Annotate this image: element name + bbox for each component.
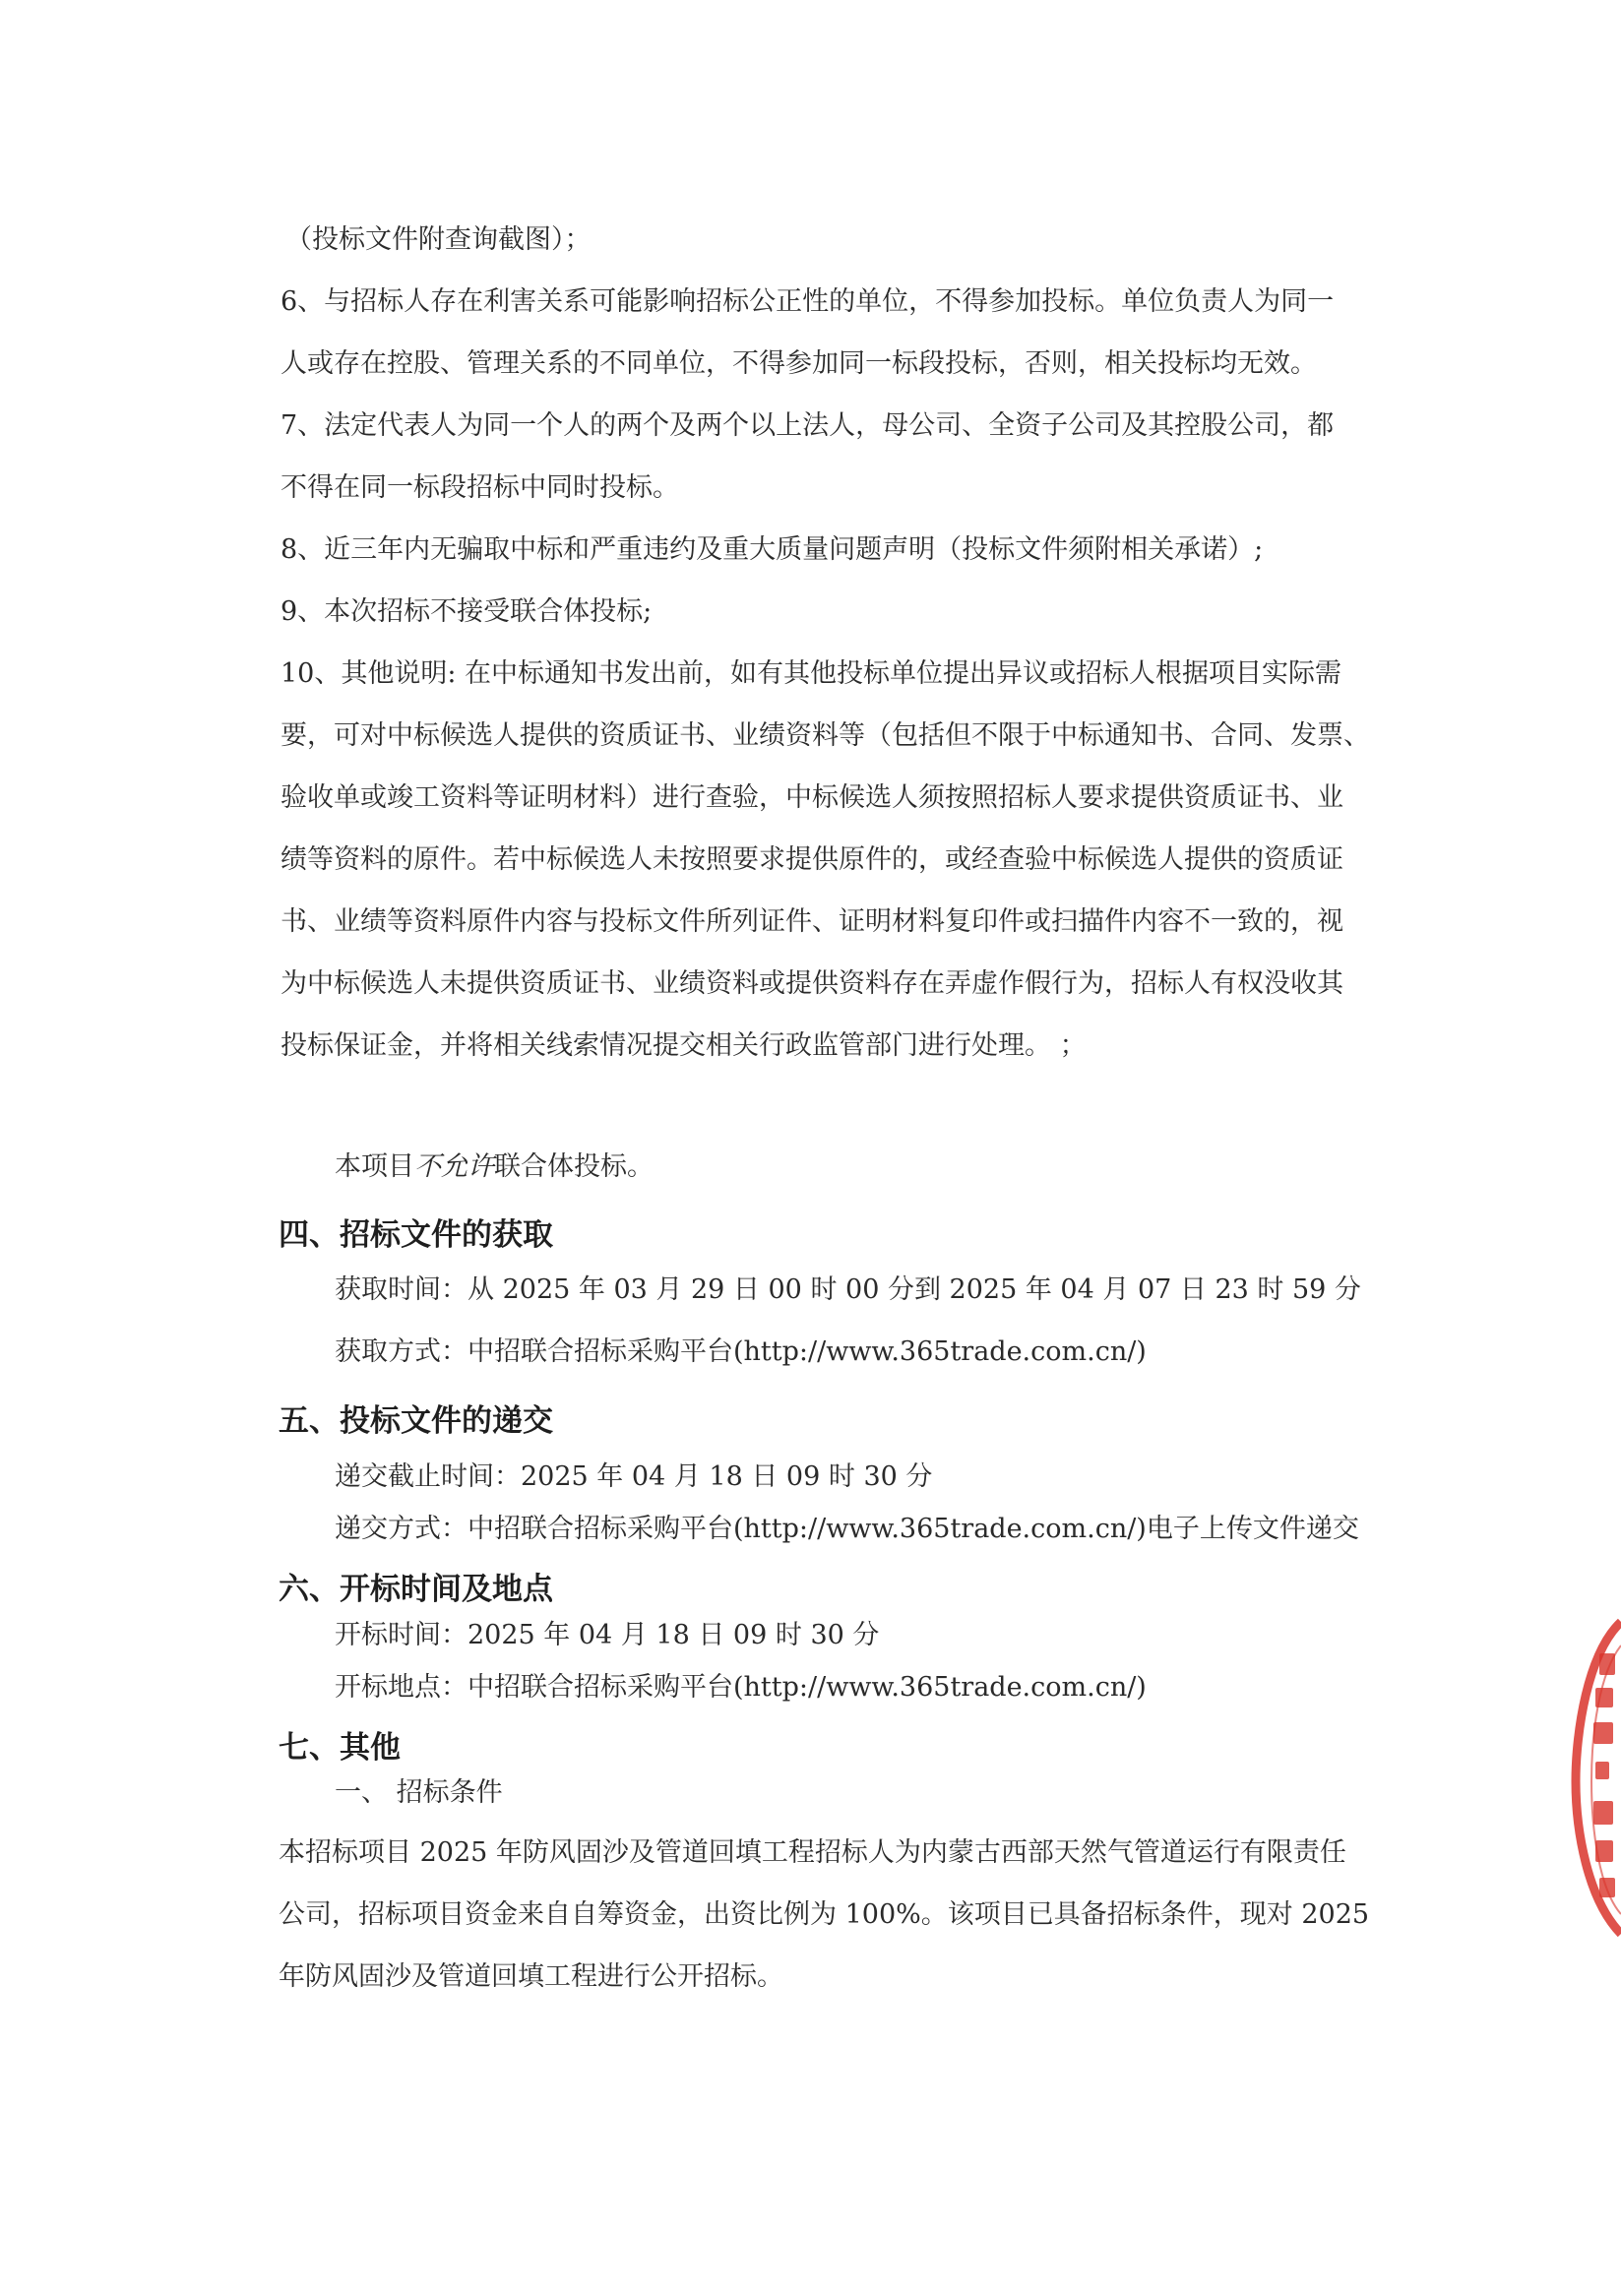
section-7-heading: 七、其他 [279, 1730, 401, 1766]
section-6-heading: 六、开标时间及地点 [279, 1572, 553, 1607]
acquire-method: 获取方式：中招联合招标采购平台(http://www.365trade.com.cn/) [335, 1336, 1147, 1367]
consortium-note [335, 1151, 654, 1183]
text-line: 不得在同一标段招标中同时投标。 [281, 472, 679, 503]
text-line: 6、与招标人存在利害关系可能影响招标公正性的单位，不得参加投标。单位负责人为同一 [281, 286, 1335, 317]
text-line: 绩等资料的原件。若中标候选人未按照要求提供原件的，或经查验中标候选人提供的资质证 [281, 844, 1343, 875]
section-5-heading: 五、投标文件的递交 [279, 1403, 553, 1439]
text-line: 7、法定代表人为同一个人的两个及两个以上法人，母公司、全资子公司及其控股公司，都 [281, 410, 1335, 441]
submission-method: 递交方式：中招联合招标采购平台(http://www.365trade.com.cn/)电子上传文件递交 [335, 1514, 1359, 1544]
paragraph-line: 公司，招标项目资金来自自筹资金，出资比例为 100%。该项目已具备招标条件，现对 2025 [279, 1899, 1370, 1930]
text-line: 投标保证金，并将相关线索情况提交相关行政监管部门进行处理。 ； [281, 1030, 1087, 1061]
official-seal-stamp [1570, 1614, 1621, 1939]
text-line: 书、业绩等资料原件内容与投标文件所列证件、证明材料复印件或扫描件内容不一致的，视 [281, 906, 1343, 937]
text-line: 验收单或竣工资料等证明材料）进行查验，中标候选人须按照招标人要求提供资质证书、业 [281, 782, 1343, 813]
opening-time: 开标时间：2025 年 04 月 18 日 09 时 30 分 [335, 1620, 880, 1650]
consortium-suffix: 联合体投标。 [494, 1151, 654, 1182]
paragraph-line: 年防风固沙及管道回填工程进行公开招标。 [279, 1961, 783, 1992]
text-line: 为中标候选人未提供资质证书、业绩资料或提供资料存在弄虚作假行为，招标人有权没收其 [281, 968, 1343, 999]
text-line: （投标文件附查询截图）； [285, 224, 592, 255]
submission-deadline: 递交截止时间：2025 年 04 月 18 日 09 时 30 分 [335, 1461, 933, 1492]
text-line: 要，可对中标候选人提供的资质证书、业绩资料等（包括但不限于中标通知书、合同、发票、 [281, 720, 1370, 751]
paragraph-line: 本招标项目 2025 年防风固沙及管道回填工程招标人为内蒙古西部天然气管道运行有限责任 [279, 1837, 1346, 1868]
acquire-time: 获取时间：从 2025 年 03 月 29 日 00 时 00 分到 2025 年 04 月 07 日 23 时 59 分 [335, 1274, 1361, 1305]
consortium-emphasis: 不允许 [414, 1151, 494, 1182]
opening-place: 开标地点：中招联合招标采购平台(http://www.365trade.com.cn/) [335, 1672, 1147, 1703]
text-line: 10、其他说明: 在中标通知书发出前，如有其他投标单位提出异议或招标人根据项目实际需 [281, 658, 1342, 689]
section-4-heading: 四、招标文件的获取 [279, 1217, 553, 1253]
consortium-prefix: 本项目 [335, 1151, 414, 1182]
subsection-heading: 一、 招标条件 [335, 1777, 503, 1808]
text-line: 8、近三年内无骗取中标和严重违约及重大质量问题声明（投标文件须附相关承诺）; [281, 534, 1264, 565]
text-line: 9、本次招标不接受联合体投标; [281, 596, 653, 627]
text-line: 人或存在控股、管理关系的不同单位，不得参加同一标段投标，否则，相关投标均无效。 [281, 348, 1317, 379]
